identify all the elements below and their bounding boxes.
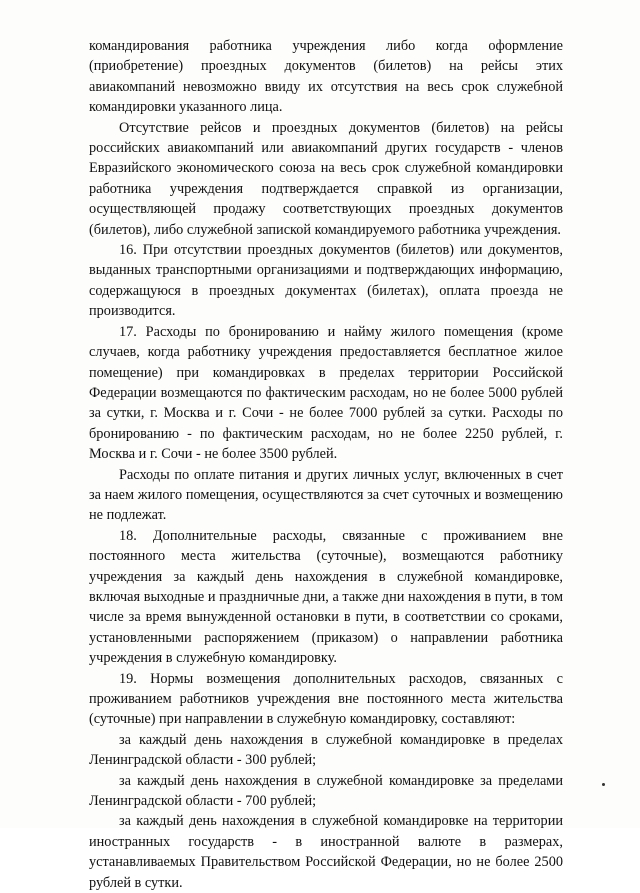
paragraph-meals: Расходы по оплате питания и других личных услуг, включенных в счет за наем жилого помещения, осуществляются за счет суточных и возмещению не подлежат. [89,466,563,524]
list-item-leningrad-inside: за каждый день нахождения в служебной командировке в пределах Ленинградской области - 300 рублей; [89,731,563,769]
scan-speck [602,783,605,786]
paragraph-item-16: 16. При отсутствии проездных документов (билетов) или документов, выданных транспортными организациями и подтверждающих информацию, содержащуюся в проездных документах (билетах), оплата проезда не производится. [89,242,563,320]
paragraph-no-flights: Отсутствие рейсов и проездных документов (билетов) на рейсы российских авиакомпаний или авиакомпаний других государств - членов Евразийского экономического союза на весь срок служебной командировки работника учреждения подтверждается справкой из организации, осуществляющей продажу соответствующих проездных документов (билетов), либо служебной запиской командируемого работника учреждения. [89,119,563,238]
paragraph-item-19: 19. Нормы возмещения дополнительных расходов, связанных с проживанием работников учреждения вне постоянного места жительства (суточные) при направлении в служебную командировку, составляют: [89,670,563,728]
paragraph-continuation: командирования работника учреждения либо когда оформление (приобретение) проездных документов (билетов) на рейсы этих авиакомпаний невозможно ввиду их отсутствия на весь срок служебной командировки указанного лица. [89,38,563,116]
paragraph-item-18: 18. Дополнительные расходы, связанные с проживанием вне постоянного места жительства (суточные), возмещаются работнику учреждения за каждый день нахождения в служебной командировке, включая выходные и праздничные дни, а также дни нахождения в пути, в том числе за время вынужденной остановки в пути, в соответствии со сроками, установленными распоряжением (приказом) о направлении работника учреждения в служебную командировку. [89,527,563,667]
list-item-leningrad-outside: за каждый день нахождения в служебной командировке за пределами Ленинградской области - 700 рублей; [89,772,563,810]
document-body [89,36,563,893]
paragraph-item-17: 17. Расходы по бронированию и найму жилого помещения (кроме случаев, когда работнику учреждения предоставляется бесплатное жилое помещение) при командировках в пределах территории Российской Федерации возмещаются по фактическим расходам, но не более 5000 рублей за сутки, г. Москва и г. Сочи - не более 7000 рублей за сутки. Расходы по бронированию - по фактическим расходам, но не более 2250 рублей, г. Москва и г. Сочи - не более 3500 рублей. [89,323,563,463]
list-item-foreign: за каждый день нахождения в служебной командировке на территории иностранных государств - в иностранной валюте в размерах, устанавливаемых Правительством Российской Федерации, но не более 2500 рублей в сутки. [89,813,563,891]
